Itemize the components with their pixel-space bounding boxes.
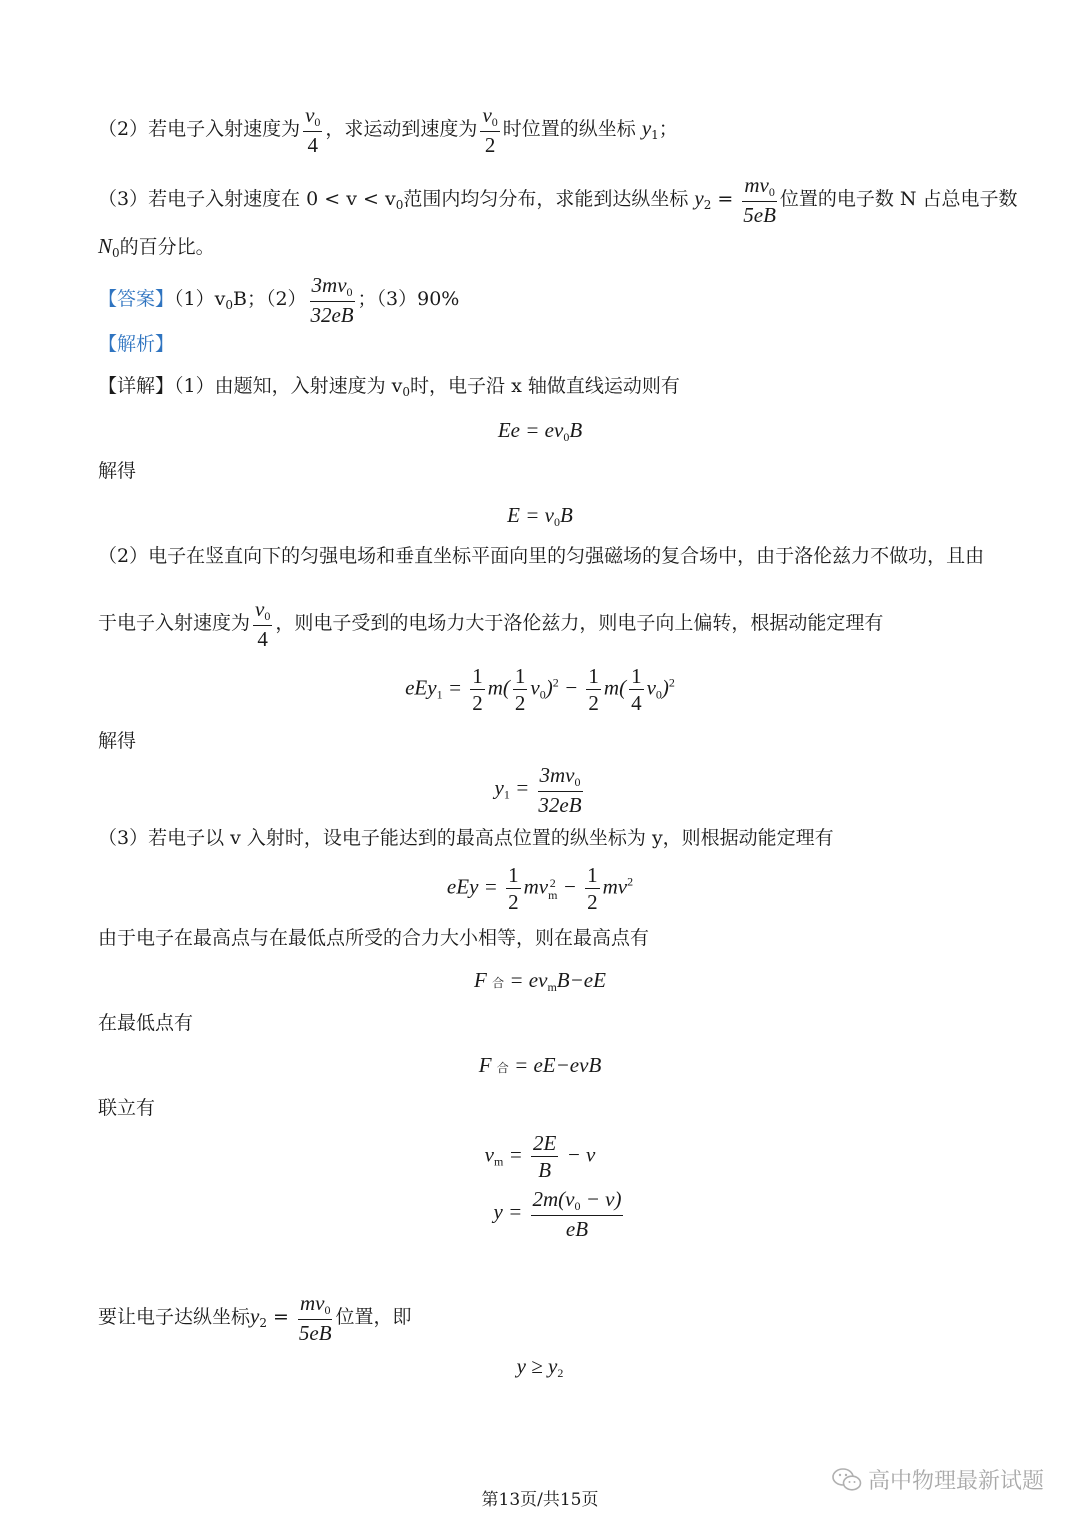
- solve-label-1: 解得: [98, 460, 137, 482]
- fraction-mv0-over-5eB-b: $\frac{mv_0}{5eB}$: [298, 1291, 332, 1345]
- part3-line5: 要让电子达纵坐标$y_2$ = $\frac{mv_0}{5eB}$ 位置，即: [98, 1291, 412, 1345]
- part3-line3: 在最低点有: [98, 1012, 194, 1034]
- fraction-v0-over-4: $\frac{v_0}{4}$: [305, 103, 321, 157]
- equation-vm: $v_m$ = $\frac{2E}{B}$ − v: [484, 1131, 596, 1183]
- part3-line4: 联立有: [98, 1097, 156, 1119]
- part2-line2: 于电子入射速度为 $\frac{v_0}{4}$ ，则电子受到的电场力大于洛伦兹力，则电子向上偏转，根据动能定理有: [98, 597, 884, 651]
- equation-energy-1: eEy$_1$ = $\frac{1}{2}$ m( $\frac{1}{2}$ $v_0)^2$ − $\frac{1}{2}$ m( $\frac{1}{4}$ $v_0)^2$: [405, 664, 675, 716]
- question-3: （3）若电子入射速度在 $0 < v < v_0$范围内均匀分布，求能到达纵坐标 $y_2$ = $\frac{mv_0}{5eB}$ 位置的电子数 N 占总电子数: [98, 173, 1018, 227]
- part3-line2: 由于电子在最高点与在最低点所受的合力大小相等，则在最高点有: [98, 927, 650, 949]
- fraction-3mv0-over-32eB: $\frac{3mv_0}{32eB}$: [310, 273, 354, 327]
- solve-label-2: 解得: [98, 730, 137, 752]
- question-2: （2）若电子入射速度为 $\frac{v_0}{4}$ ，求运动到速度为 $\frac{v_0}{2}$ 时位置的纵坐标 $y_1$；: [98, 103, 678, 157]
- equation-y1: $y_1$ = $\frac{3mv_0}{32eB}$: [494, 763, 582, 817]
- equation-energy-2: eEy = $\frac{1}{2}$ mv 2 m − $\frac{1}{2}$ $mv^2$: [446, 863, 634, 915]
- part2-line1: （2）电子在竖直向下的匀强电场和垂直坐标平面向里的匀强磁场的复合场中，由于洛伦兹力不做功，且由: [98, 545, 985, 567]
- fraction-v0-over-4-b: $\frac{v_0}{4}$: [255, 597, 271, 651]
- analysis-tag: 【解析】: [98, 333, 175, 355]
- part3-line1: （3）若电子以 v 入射时，设电子能达到的最高点位置的纵坐标为 y，则根据动能定理有: [98, 827, 834, 849]
- answer-line: 【答案】$(1)v_0B$；（2） $\frac{3mv_0}{32eB}$ ；（3）90%: [98, 273, 460, 327]
- equation-F-bottom: F 合 = eE−evB: [478, 1053, 602, 1077]
- fraction-v0-over-2: $\frac{v_0}{2}$: [482, 103, 498, 157]
- answer-tag: 【答案】: [98, 287, 175, 310]
- wechat-icon: [832, 1467, 862, 1493]
- equation-y: y = $\frac{2m(v_0 - v)}{eB}$: [493, 1187, 622, 1241]
- equation-Ee: $Ee = ev_0B$: [497, 418, 583, 444]
- detail-line: 【详解】（1）由题知，入射速度为 $v_0$时，电子沿 x 轴做直线运动则有: [98, 375, 680, 399]
- fraction-mv0-over-5eB: $\frac{mv_0}{5eB}$: [743, 173, 776, 227]
- inequality-y: $y \ge y_2$: [516, 1354, 564, 1380]
- page-footer: 第13页/共15页: [481, 1490, 599, 1510]
- question-3-line2: $N_0$的百分比。: [98, 234, 215, 260]
- equation-F-top: F 合 = $ev_mB-eE$: [474, 968, 606, 994]
- watermark: 高中物理最新试题: [832, 1464, 1044, 1495]
- equation-E: $E = v_0B$: [507, 503, 573, 529]
